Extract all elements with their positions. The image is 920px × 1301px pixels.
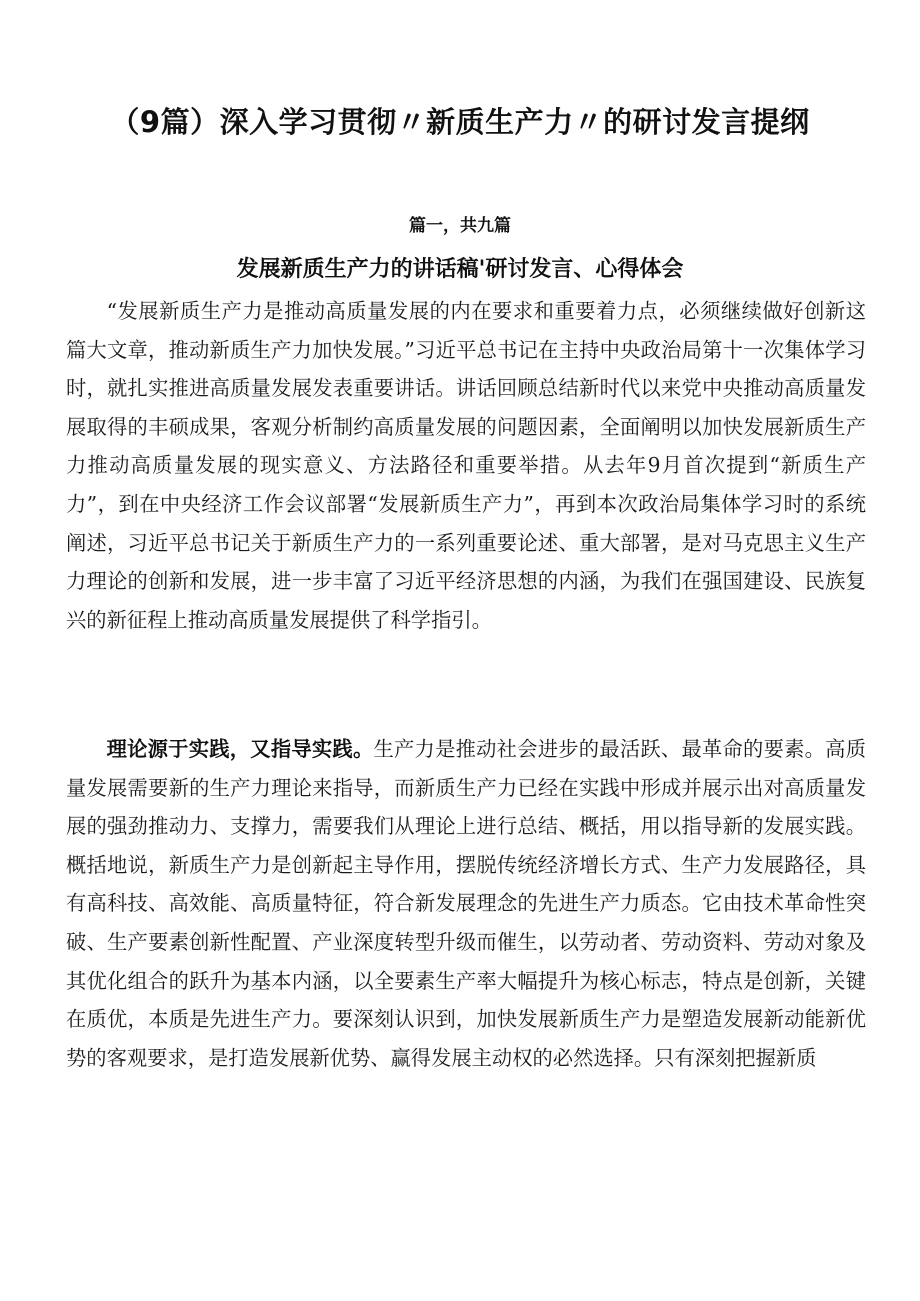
paragraph-1-text: “发展新质生产力是推动高质量发展的内在要求和重要着力点，必须继续做好创新这篇大文章，推动新质生产力加快发展。”习近平总书记在主持中央政治局第十一次集体学习时，就扎实推进高质量发展发表重要讲话。讲话回顾总结新时代以来党中央推动高质量发展取得的丰硕成果，客观分析制约高质量发展的问题因素，全面阐明以加快发展新质生产力推动高质量发展的现实意义、方法路径和重要举措。从去年9月首次提到“新质生产力”，到在中央经济工作会议部署“发展新质生产力”，再到本次政治局集体学习时的系统阐述，习近平总书记关于新质生产力的一系列重要论述、重大部署，是对马克思主义生产力理论的创新和发展，进一步丰富了习近平经济思想的内涵，为我们在强国建设、民族复兴的新征程上推动高质量发展提供了科学指引。 <box>66 299 866 632</box>
document-title: （9篇）深入学习贯彻〃新质生产力〃的研讨发言提纲 <box>110 105 810 139</box>
part-label: 篇一，共九篇 <box>409 216 511 236</box>
paragraph-1 <box>66 292 866 639</box>
paragraph-2-text: 生产力是推动社会进步的最活跃、最革命的要素。高质量发展需要新的生产力理论来指导，而新质生产力已经在实践中形成并展示出对高质量发展的强劲推动力、支撑力，需要我们从理论上进行总结、概括，用以指导新的发展实践。概括地说，新质生产力是创新起主导作用，摆脱传统经济增长方式、生产力发展路径，具有高科技、高效能、高质量特征，符合新发展理念的先进生产力质态。它由技术革命性突破、生产要素创新性配置、产业深度转型升级而催生，以劳动者、劳动资料、劳动对象及其优化组合的跃升为基本内涵，以全要素生产率大幅提升为核心标志，特点是创新，关键在质优，本质是先进生产力。要深刻认识到，加快发展新质生产力是塑造发展新动能新优势的客观要求，是打造发展新优势、赢得发展主动权的必然选择。只有深刻把握新质 <box>66 737 866 1070</box>
paragraph-2-lead: 理论源于实践，又指导实践。 <box>106 737 374 761</box>
paragraph-2 <box>66 730 866 1077</box>
section-subtitle: 发展新质生产力的讲话稿'研讨发言、心得体会 <box>236 257 684 282</box>
